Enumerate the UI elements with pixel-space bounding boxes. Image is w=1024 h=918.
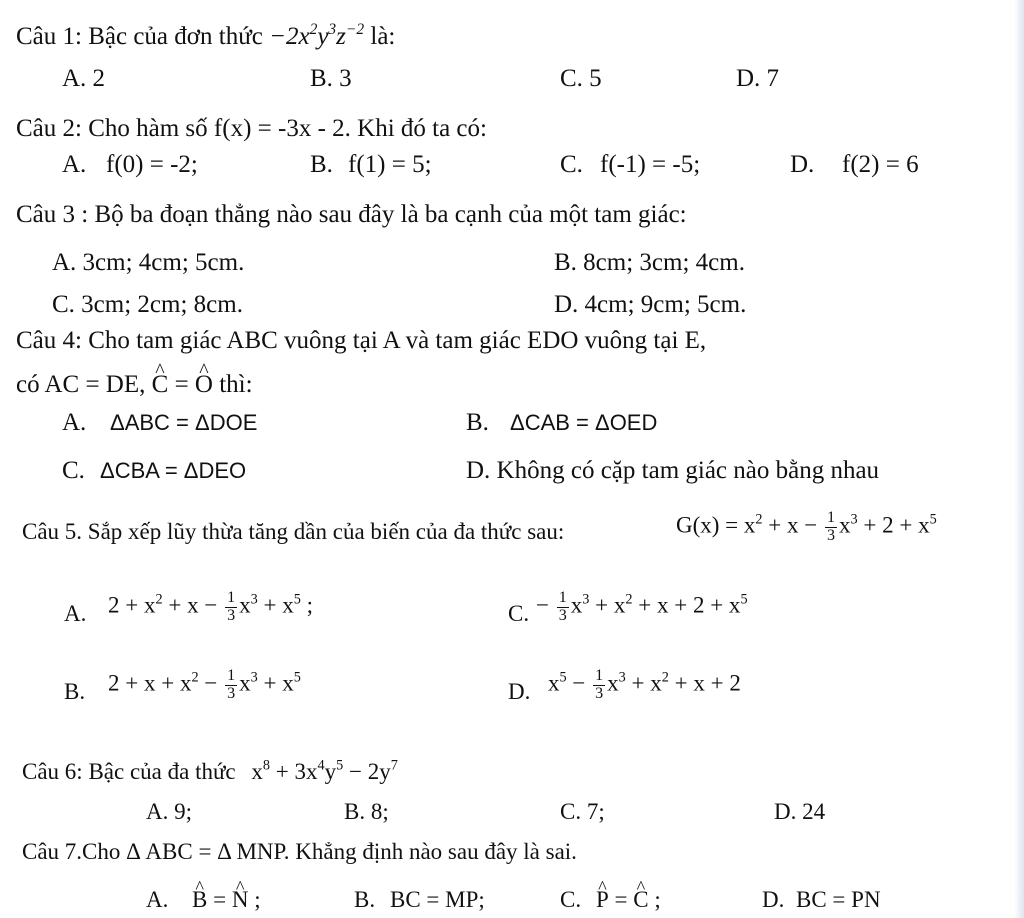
q4-condition: có AC = DE, ^ C = ^ O thì: [16, 372, 253, 397]
q7-option-d: BC = PN [796, 887, 881, 912]
q7-option-c-letter: C. [560, 887, 582, 912]
q6-stem: Câu 6: Bậc của đa thức $x^8 + 3x^4y^5 - 2y^7$ [22, 757, 398, 784]
q2-option-b: f(1) = 5; [348, 151, 432, 178]
q1-option-a: A. 2 [62, 65, 106, 92]
q5-option-d: $x^5$ − $\frac{1}{3}$ $x^3 + x^2 + x + 2$ [548, 667, 741, 702]
q5-expression: $G(x) = x^2 + x$ − $\frac{1}{3}$ $x^3 + 2 + x^5$ [676, 509, 937, 544]
q2-option-c-letter: C. [560, 151, 583, 178]
q7-option-b-letter: B. [354, 887, 376, 912]
q6-expression: $x^8 + 3x^4y^5 - 2y^7$ [251, 757, 398, 784]
q7-option-a-letter: A. [146, 887, 169, 912]
q1-option-c: C. 5 [560, 65, 602, 92]
q3-option-d: D. 4cm; 9cm; 5cm. [554, 291, 747, 318]
q5-option-a-letter: A. [64, 601, 87, 626]
q4-option-a-letter: A. [62, 409, 87, 436]
q4-stem: Câu 4: Cho tam giác ABC vuông tại A và tam giác EDO vuông tại E, [16, 327, 707, 354]
q2-option-d: f(2) = 6 [842, 151, 919, 178]
q6-option-c: C. 7; [560, 799, 605, 824]
q2-option-a-letter: A. [62, 151, 87, 178]
q5-option-c: − $\frac{1}{3}$ $x^3 + x^2 + x + 2 + x^5$ [536, 589, 748, 624]
q3-option-c: C. 3cm; 2cm; 8cm. [52, 291, 243, 318]
q7-option-a: ^ B = ^ N ; [192, 888, 261, 911]
q7-option-b: BC = MP; [390, 887, 485, 912]
angle-o: ^ O [195, 372, 213, 397]
q5-stem: Câu 5. Sắp xếp lũy thừa tăng dần của biến của đa thức sau: [22, 519, 565, 544]
q1-expression: $-2x^2y^3z^{-2}$ [269, 20, 365, 50]
q4-option-b: ΔCAB = ΔOED [510, 410, 658, 435]
q4-option-d: D. Không có cặp tam giác nào bằng nhau [466, 457, 880, 484]
q2-option-c: f(-1) = -5; [600, 151, 701, 178]
q6-option-d: D. 24 [774, 799, 826, 824]
q5-option-b-letter: B. [64, 679, 86, 704]
q1-stem: Câu 1: Bậc của đơn thức $-2x^2y^3z^{-2}$ là: [16, 20, 396, 50]
q2-stem: Câu 2: Cho hàm số f(x) = -3x - 2. Khi đó ta có: [16, 115, 487, 142]
q5-option-d-letter: D. [508, 679, 531, 704]
q4-option-c-letter: C. [62, 457, 85, 484]
q7-option-d-letter: D. [762, 887, 785, 912]
q5-option-b: $2 + x + x^2$ − $\frac{1}{3}$ $x^3 + x^5$ [108, 667, 301, 702]
q2-option-b-letter: B. [310, 151, 333, 178]
q5-option-c-letter: C. [508, 601, 530, 626]
q2-option-d-letter: D. [790, 151, 815, 178]
q3-option-a: A. 3cm; 4cm; 5cm. [52, 249, 245, 276]
q4-option-c: ΔCBA = ΔDEO [100, 458, 247, 483]
q4-option-b-letter: B. [466, 409, 489, 436]
q2-option-a: f(0) = -2; [106, 151, 198, 178]
angle-c: ^ C [152, 372, 169, 397]
q1-option-d: D. 7 [736, 65, 780, 92]
q7-stem: Câu 7.Cho Δ ABC = Δ MNP. Khẳng định nào sau đây là sai. [22, 839, 577, 864]
q6-option-a: A. 9; [146, 799, 192, 824]
q5-option-a: $2 + x^2 + x$ − $\frac{1}{3}$ $x^3 + x^5$ ; [108, 589, 313, 624]
q4-option-a: ΔABC = ΔDOE [110, 410, 258, 435]
page-edge-shadow [1014, 0, 1024, 918]
q6-option-b: B. 8; [344, 799, 389, 824]
q7-option-c: ^ P = ^ C ; [596, 888, 661, 911]
q3-option-b: B. 8cm; 3cm; 4cm. [554, 249, 745, 276]
q1-option-b: B. 3 [310, 65, 352, 92]
q3-stem: Câu 3 : Bộ ba đoạn thẳng nào sau đây là ba cạnh của một tam giác: [16, 201, 687, 228]
